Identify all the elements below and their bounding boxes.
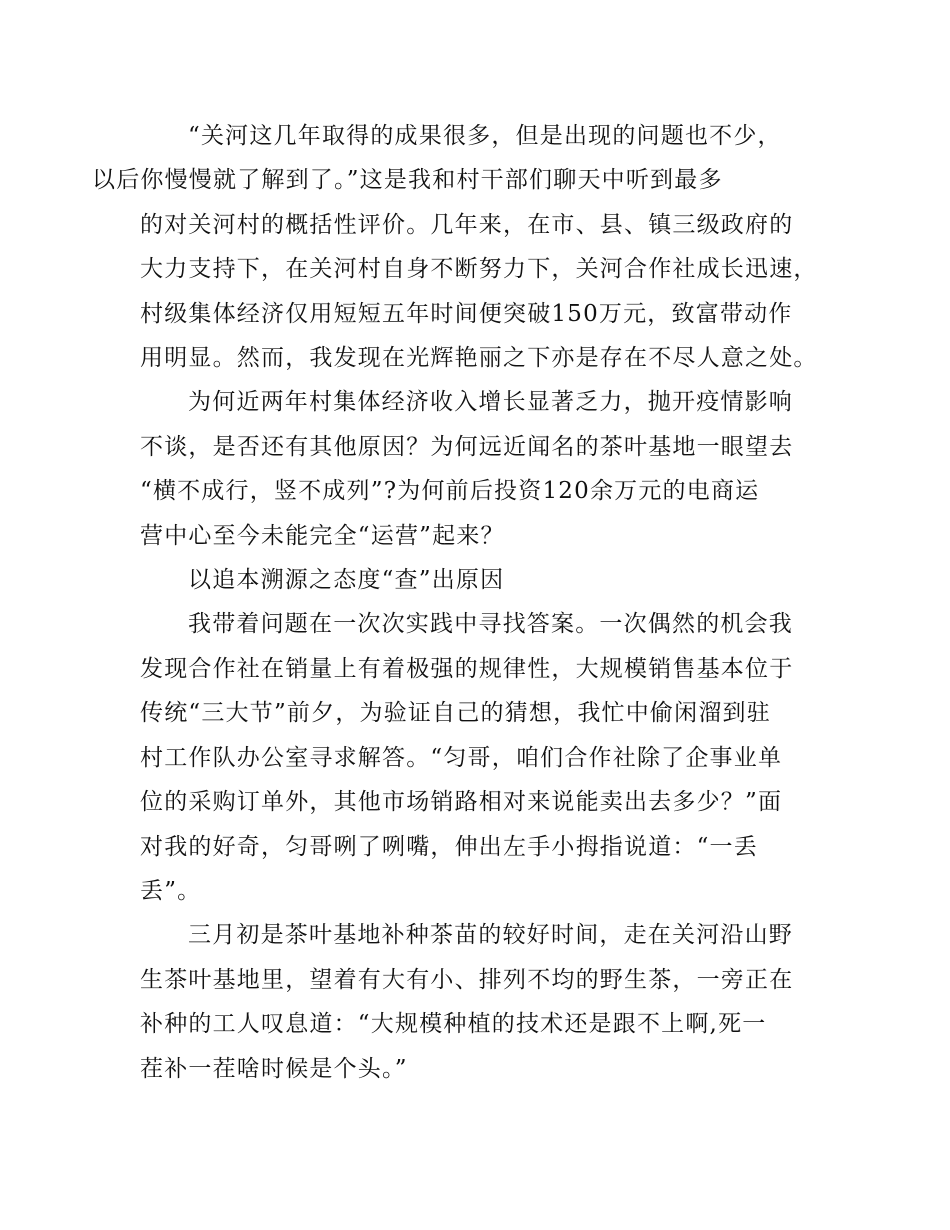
text-line: 茬补一茬啥时候是个头。” xyxy=(140,1055,408,1082)
text-line: 以追本溯源之态度“查”出原因 xyxy=(188,567,505,594)
text-line: 为何近两年村集体经济收入增长显著乏力，抛开疫情影响 xyxy=(188,389,793,416)
text-line: 补种的工人叹息道：“大规模种植的技术还是跟不上啊,死一 xyxy=(140,1011,767,1038)
text-line: “横不成行，竖不成列”?为何前后投资120余万元的电商运 xyxy=(140,478,760,505)
text-line: 三月初是茶叶基地补种茶苗的较好时间，走在关河沿山野 xyxy=(188,922,793,949)
text-line: 我带着问题在一次次实践中寻找答案。一次偶然的机会我 xyxy=(188,611,793,638)
text-line: 村工作队办公室寻求解答。“匀哥，咱们合作社除了企事业单 xyxy=(140,744,783,771)
text-line: 用明显。然而，我发现在光辉艳丽之下亦是存在不尽人意之处。 xyxy=(140,345,818,372)
text-line: 的对关河村的概括性评价。几年来，在市、县、镇三级政府的 xyxy=(140,211,794,238)
text-line: 对我的好奇，匀哥咧了咧嘴，伸出左手小拇指说道：“一丢 xyxy=(140,833,758,860)
text-line: 位的采购订单外，其他市场销路相对来说能卖出去多少？”面 xyxy=(140,789,783,816)
text-line: 发现合作社在销量上有着极强的规律性，大规模销售基本位于 xyxy=(140,655,794,682)
text-line: 营中心至今未能完全“运营”起来？ xyxy=(140,522,505,549)
text-line: 大力支持下，在关河村自身不断努力下，关河合作社成长迅速， xyxy=(140,256,818,283)
section-heading xyxy=(140,558,815,602)
text-line: 生茶叶基地里，望着有大有小、排列不均的野生茶，一旁正在 xyxy=(140,966,794,993)
paragraph-intro xyxy=(92,114,818,380)
text-line: 丢”。 xyxy=(140,877,202,904)
paragraph-questions xyxy=(140,380,815,558)
text-line: 不谈，是否还有其他原因？为何远近闻名的茶叶基地一眼望去 xyxy=(140,433,794,460)
paragraph-sales xyxy=(140,602,815,913)
text-line: “关河这几年取得的成果很多，但是出现的问题也不少， xyxy=(188,123,782,149)
article-body xyxy=(92,114,818,1091)
text-line: 以后你慢慢就了解到了。”这是我和村干部们聊天中听到最多 xyxy=(92,167,723,194)
text-line: 村级集体经济仅用短短五年时间便突破150万元，致富带动作 xyxy=(140,300,793,327)
text-line: 传统“三大节”前夕，为验证自己的猜想，我忙中偷闲溜到驻 xyxy=(140,700,771,727)
paragraph-tea-base xyxy=(140,913,815,1091)
